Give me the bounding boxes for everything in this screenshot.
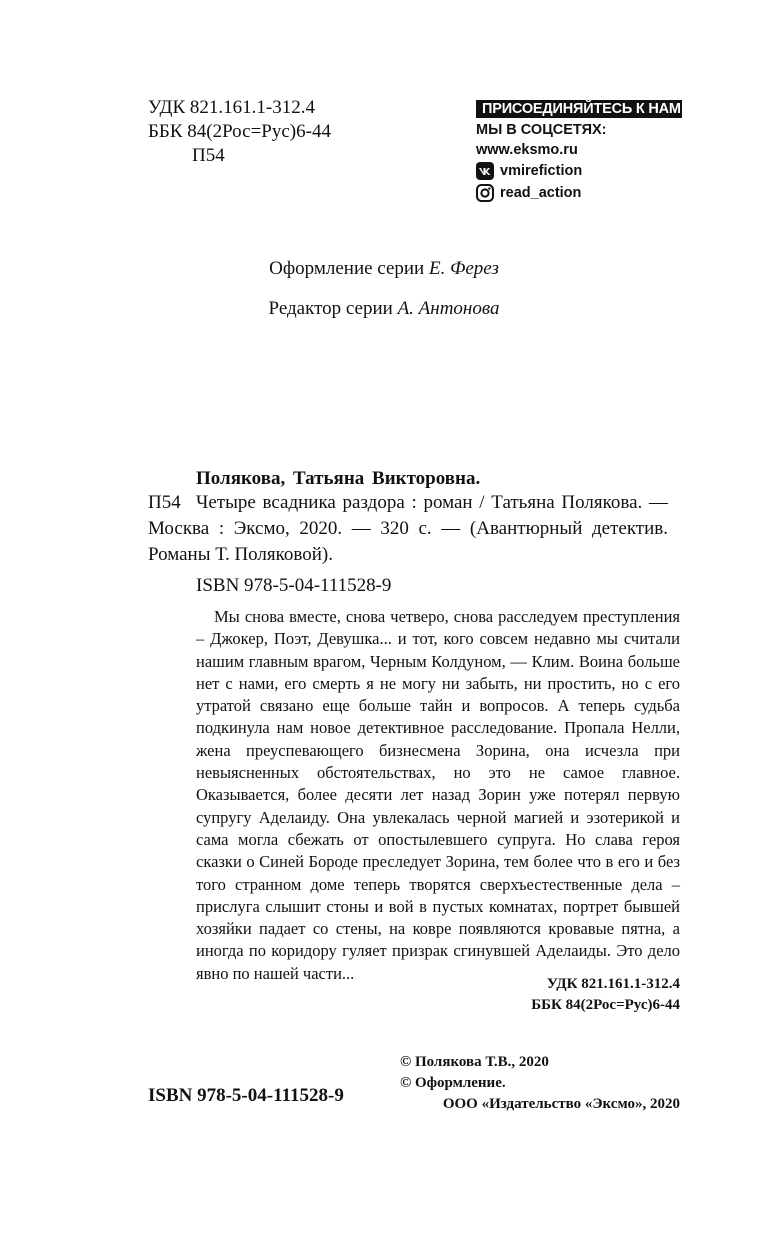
bibliography-isbn: ISBN 978-5-04-111528-9	[196, 575, 392, 596]
editor-credit	[0, 298, 768, 320]
bbk-code: ББК 84(2Рос=Рус)6-44	[148, 121, 331, 142]
footer-isbn: ISBN 978-5-04-111528-9	[148, 1085, 344, 1106]
copyright-publisher: ООО «Издательство «Эксмо», 2020	[442, 1096, 680, 1112]
bibliography-description: Четыре всадника раздора : роман / Татьяна Полякова. — Москва : Эксмо, 2020. — 320 с. — (Авантюрный детектив. Романы Т. Поляковой).	[148, 492, 668, 565]
vk-icon	[476, 162, 494, 180]
join-banner: ПРИСОЕДИНЯЙТЕСЬ К НАМ!	[476, 100, 682, 118]
footer-bbk: ББК 84(2Рос=Рус)6-44	[531, 997, 680, 1013]
vk-handle: vmirefiction	[500, 163, 583, 179]
udk-code: УДК 821.161.1-312.4	[148, 97, 315, 118]
classification-codes	[148, 96, 331, 168]
author-mark: П54	[192, 145, 225, 166]
publisher-site-link[interactable]: www.eksmo.ru	[476, 142, 578, 158]
footer-udk: УДК 821.161.1-312.4	[546, 976, 680, 992]
instagram-link[interactable]	[476, 184, 682, 202]
design-credit	[0, 258, 768, 280]
editor-label: Редактор серии	[268, 298, 393, 319]
copyright-design: © Оформление.	[400, 1075, 506, 1091]
design-label: Оформление серии	[269, 258, 425, 279]
footer-codes	[456, 974, 680, 1016]
design-name: Е. Ферез	[428, 258, 499, 279]
instagram-handle: read_action	[500, 185, 582, 201]
annotation-text: Мы снова вместе, снова четверо, снова расследуем преступления – Джокер, Поэт, Девушка... и тот, кого совсем недавно мы считали нашим главным врагом, Черным Колдуном, — Клим. Воина больше нет с нами, его смерть я не могу ни забыть, ни простить, но с его утратой связано еще больше тайн и вопросов. А теперь судьба подкинула нам новое детективное расследование. Пропала Нелли, жена преуспевающего бизнесмена Зорина, она исчезла при невыясненных обстоятельствах, но это не самое главное. Оказывается, более десяти лет назад Зорин уже потерял первую супругу Аделаиду. Она увлекалась черной магией и эзотерикой и сама могла сбежать от опостылевшего супруга. Но слава героя сказки о Синей Бороде преследует Зорина, тем более что в его и без того странном доме теперь творятся сверхъестественные дела – прислуга слышит стоны и вой в пустых комнатах, портрет бывшей хозяйки падает со стены, на ковре появляются кровавые пятна, а иногда по коридору гуляет призрак сгинувшей Аделаиды. Это дело явно по нашей части...	[196, 607, 680, 983]
bibliography-mark: П54	[148, 492, 181, 513]
copyright-block	[400, 1052, 680, 1115]
editor-name: А. Антонова	[397, 298, 500, 319]
social-block	[476, 100, 686, 202]
author-heading: Полякова, Татьяна Викторовна.	[196, 468, 481, 489]
social-subtitle: МЫ В СОЦСЕТЯХ:	[476, 122, 607, 138]
instagram-icon	[476, 184, 494, 202]
copyright-author: © Полякова Т.В., 2020	[400, 1054, 549, 1070]
vk-link[interactable]	[476, 162, 682, 180]
